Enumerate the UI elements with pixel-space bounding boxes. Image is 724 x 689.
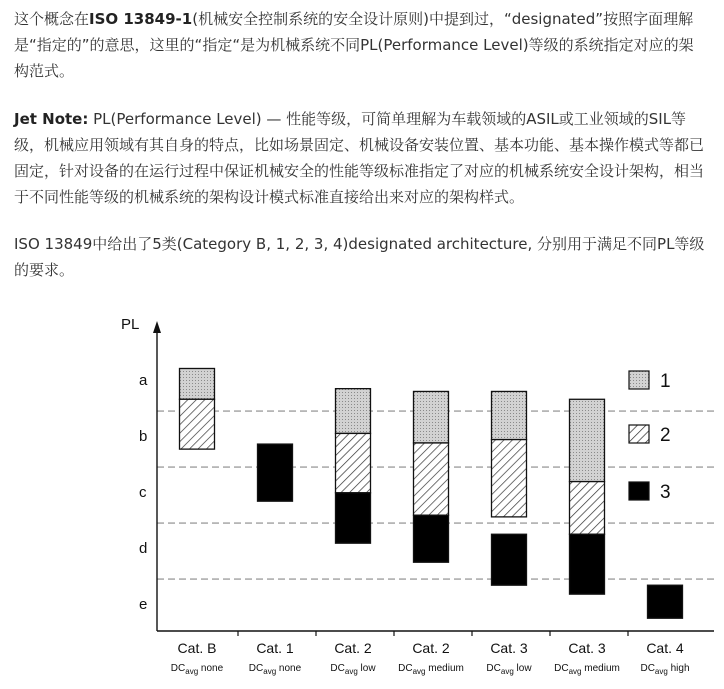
bar-segment (570, 399, 605, 481)
dc-label: $DC_{avg}$ none (170, 663, 224, 676)
dc-label: $DC_{avg}$ medium (398, 663, 464, 676)
bar-segment (570, 482, 605, 535)
pl-level-label: c (139, 484, 147, 501)
legend-label: 2 (660, 425, 671, 446)
bar-segment (570, 534, 605, 594)
bar-segment (180, 368, 215, 399)
dc-label: $DC_{avg}$ medium (554, 663, 620, 676)
y-axis-arrow-icon (153, 321, 161, 333)
legend-label: 3 (660, 482, 671, 503)
bar-segment (336, 389, 371, 434)
pl-level-label: e (139, 596, 148, 613)
dc-label: $DC_{avg}$ low (486, 663, 532, 676)
pl-category-chart (0, 290, 724, 689)
paragraph-intro (14, 6, 708, 84)
category-label: Cat. 3 (568, 640, 606, 656)
dc-label: $DC_{avg}$ low (330, 663, 376, 676)
category-label: Cat. 4 (646, 640, 684, 656)
paragraph-jet-note (14, 106, 708, 210)
category-label: Cat. 3 (490, 640, 528, 656)
bar-segment (258, 444, 293, 501)
jet-note-text: PL(Performance Level) — 性能等级，可简单理解为车载领域的ASIL或工业领域的SIL等级，机械应用领域有其自身的特点，比如场景固定、机械设备安装位置、基本功能、基本操作模式等都已固定，针对设备的在运行过程中保证机械安全的性能等级标准指定了对应的机械系统安全设计架构，相当于不同性能等级的机械系统的架构设计模式标准直接给出来对应的架构样式。 (14, 110, 705, 206)
bar-segment (492, 440, 527, 517)
bar-segment (492, 391, 527, 439)
bar-segment (648, 585, 683, 618)
category-label: Cat. B (177, 640, 217, 656)
standard-name: ISO 13849-1 (89, 10, 193, 28)
paragraph-categories (14, 231, 708, 283)
bar-segment (336, 493, 371, 543)
y-axis-label: PL (121, 316, 140, 333)
legend-swatch (629, 371, 649, 389)
category-label: Cat. 1 (256, 640, 294, 656)
legend-swatch (629, 482, 649, 500)
dc-label: $DC_{avg}$ none (248, 663, 302, 676)
bar-segment (414, 443, 449, 515)
bar-segment (492, 534, 527, 585)
category-label: Cat. 2 (412, 640, 450, 656)
bar-segment (336, 433, 371, 492)
legend-swatch (629, 425, 649, 443)
dc-label: $DC_{avg}$ high (640, 663, 690, 676)
bar-segment (180, 399, 215, 449)
pl-level-label: a (139, 372, 148, 389)
intro-text-2: (机械安全控制系统的安全设计原则)中提到过，“designated”按照字面理解是“指定的”的意思，这里的“指定“是为机械系统不同PL(Performance Level)等级的系统指定对应的架构范式。 (14, 10, 694, 80)
chart-bars (180, 368, 683, 618)
bar-segment (414, 515, 449, 562)
legend-label: 1 (660, 371, 671, 392)
jet-note-label: Jet Note: (14, 110, 89, 128)
pl-level-label: b (139, 428, 148, 445)
pl-level-label: d (139, 540, 148, 557)
intro-text-1: 这个概念在 (14, 10, 90, 28)
chart-legend (629, 371, 671, 503)
categories-text: ISO 13849中给出了5类(Category B, 1, 2, 3, 4)designated architecture, 分别用于满足不同PL等级的要求。 (14, 235, 705, 279)
category-label: Cat. 2 (334, 640, 372, 656)
bar-segment (414, 391, 449, 443)
